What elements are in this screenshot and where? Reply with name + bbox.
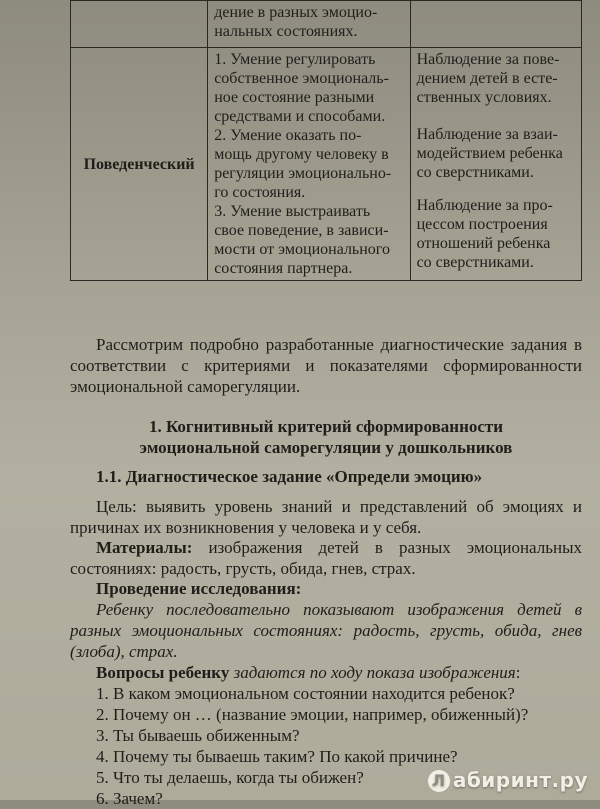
goal-paragraph: Цель: выявить уровень знаний и представлений об эмоциях и причинах их возникновения у человека и у себя. — [70, 497, 582, 537]
criteria-table — [70, 0, 582, 281]
method-2 — [417, 125, 575, 182]
text-line: нальных состояниях. — [214, 23, 358, 40]
intro-paragraph: Рассмотрим подробно разработанные диагностические задания в соответствии с критериями и показателями сформированности эмоциональной саморегуляции. — [70, 335, 582, 396]
indicator-1 — [214, 50, 403, 126]
list-item: 6. Зачем? — [96, 789, 163, 808]
list-item: 2. Почему он … (название эмоции, например, обиженный)? — [96, 705, 529, 724]
subsection-heading: 1.1. Диагностическое задание «Определи эмоцию» — [96, 467, 483, 486]
text-line: со сверстниками. — [416, 164, 534, 181]
questions-label: Вопросы ребенку — [96, 663, 230, 682]
section-heading-line: 1. Когнитивный критерий сформированности — [148, 417, 504, 436]
text-line: состояния партнера. — [214, 260, 353, 277]
labirint-logo-icon: Л — [428, 770, 450, 792]
text-line: 3. Умение выстраивать — [214, 203, 371, 220]
text-line: средствами и способами. — [214, 108, 386, 125]
table-cell-indicators-top — [208, 1, 410, 48]
criterion-name: Поведенческий — [71, 48, 208, 281]
text-line: со сверстниками. — [416, 254, 534, 271]
materials-label: Материалы: — [96, 538, 193, 557]
method-3 — [417, 196, 575, 272]
section-heading — [70, 416, 582, 458]
procedure-text: Ребенку последовательно показывают изображения детей в разных эмоциональных состояниях: радость, грусть, обида, гнев (злоба), страх. — [70, 600, 582, 661]
text-line: цессом построения — [416, 216, 548, 233]
list-item: 1. В каком эмоциональном состоянии находится ребенок? — [96, 684, 515, 703]
table-cell-methods — [410, 48, 581, 281]
text-line: Наблюдение за про- — [416, 197, 553, 214]
indicator-2 — [214, 126, 403, 202]
table-cell-empty — [410, 1, 581, 48]
text-line: регуляции эмоционально- — [214, 165, 392, 182]
questions-note: задаются по ходу показа изображения — [229, 663, 516, 682]
text-line: мости от эмоционального — [214, 241, 390, 258]
list-item: 3. Ты бываешь обиженным? — [96, 726, 300, 745]
procedure-label: Проведение исследования: — [96, 579, 302, 598]
text-line: собственное эмоциональ- — [214, 70, 389, 87]
indicator-3 — [214, 202, 403, 278]
spacer — [417, 107, 575, 115]
method-1 — [417, 50, 575, 107]
list-item: 4. Почему ты бываешь таким? По какой причине? — [96, 747, 458, 766]
text-line: Наблюдение за взаи- — [416, 126, 558, 143]
questions-heading — [70, 662, 582, 683]
text-line: дение в разных эмоцио- — [214, 4, 378, 21]
spacer — [417, 182, 575, 190]
list-item: 5. Что ты делаешь, когда ты обижен? — [96, 768, 364, 787]
table-row-top — [71, 1, 582, 48]
section-heading-line: эмоциональной саморегуляции у дошкольников — [139, 438, 513, 457]
text-line: 1. Умение регулировать — [214, 51, 376, 68]
text-line: дением детей в есте- — [416, 70, 558, 87]
table-cell-indicators — [208, 48, 410, 281]
text-line: модействием ребенка — [416, 145, 563, 162]
questions-colon: : — [515, 663, 521, 682]
materials-text: изображения детей в разных эмоциональных состояниях: радость, грусть, обида, гнев, страх. — [70, 538, 582, 578]
materials-paragraph — [70, 537, 582, 579]
text-line: го состояния. — [214, 184, 306, 201]
text-line: 2. Умение оказать по- — [214, 127, 362, 144]
text-line: ственных условиях. — [416, 89, 552, 106]
watermark-text: абиринт.ру — [452, 767, 588, 792]
text-line: Наблюдение за пове- — [416, 51, 560, 68]
text-line: мощь другому человеку в — [214, 146, 389, 163]
labirint-watermark — [428, 768, 588, 793]
table-cell-empty — [71, 1, 208, 48]
table-row-behavioral — [71, 48, 582, 281]
text-line: свое поведение, в зависи- — [214, 222, 389, 239]
text-line: отношений ребенка — [416, 235, 551, 252]
text-line: ное состояние разными — [214, 89, 375, 106]
